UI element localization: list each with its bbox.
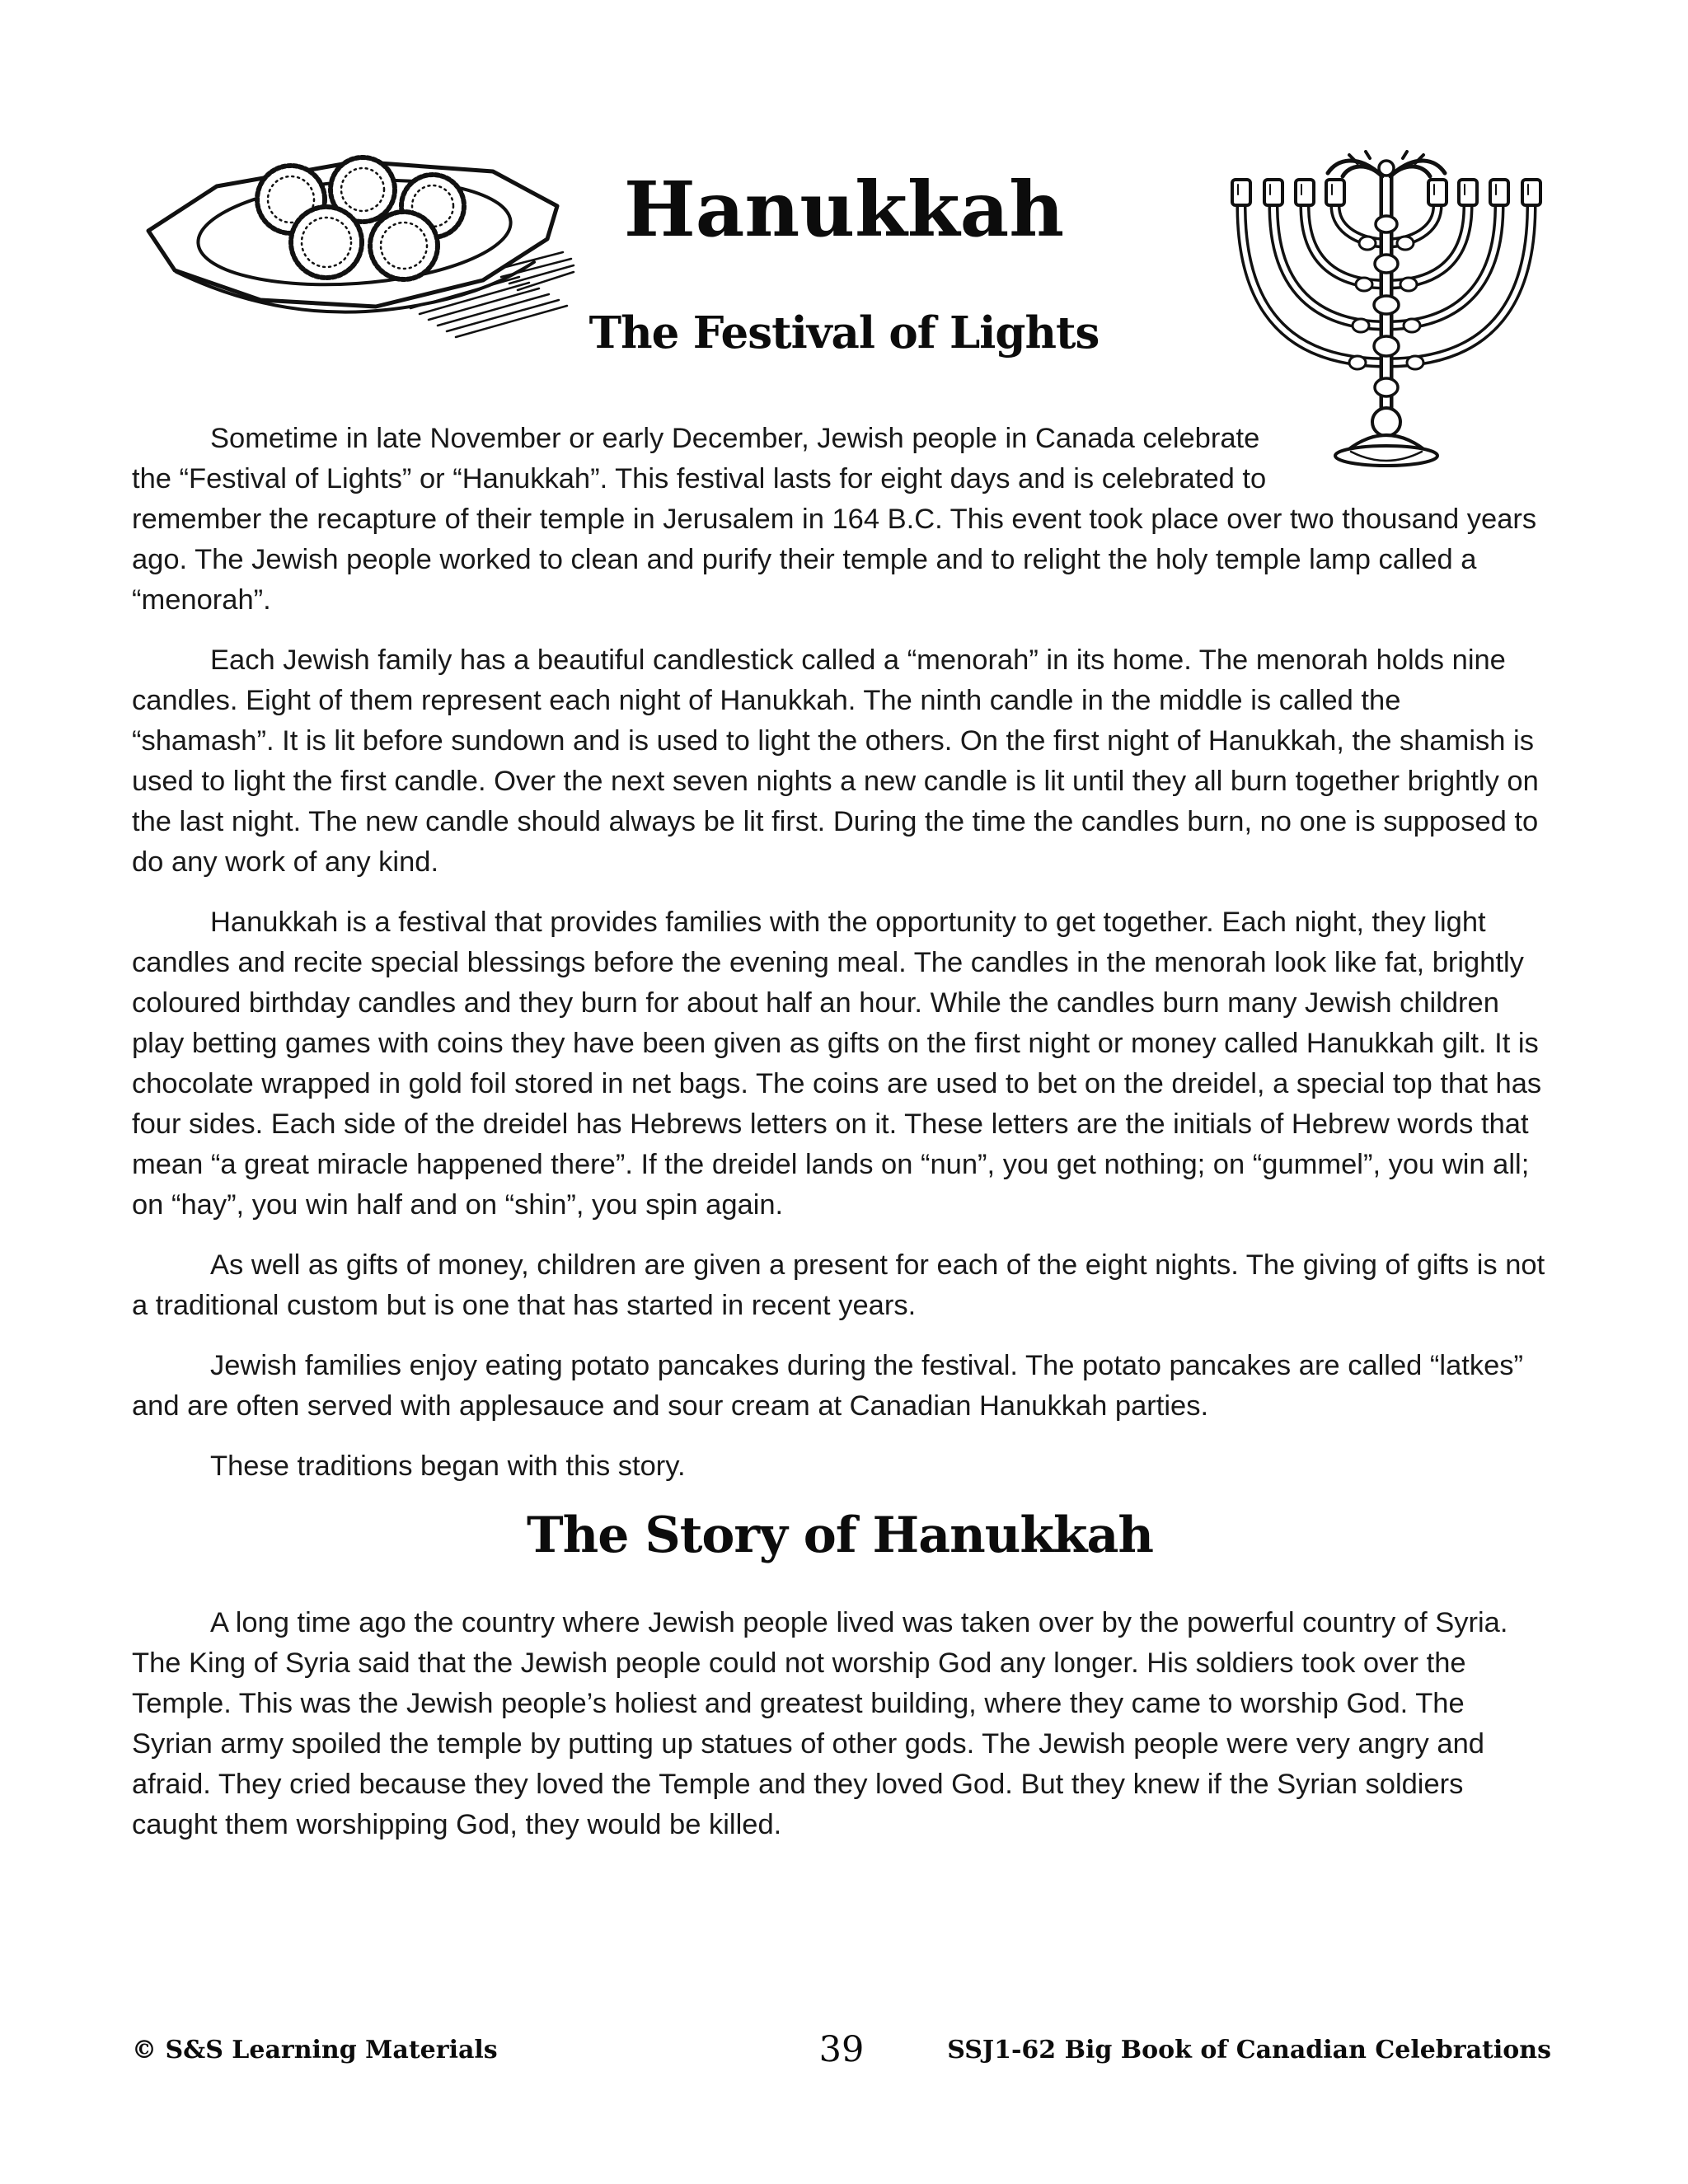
intro-paragraph-2: Each Jewish family has a beautiful candlestick called a “menorah” in its home. The menorah holds nine candles. Eight of them represent each night of Hanukkah. The ninth candle in the middle is called the “shamash”. It is lit before sundown and is used to light the others. On the first night of Hanukkah, the shamish is used to light the first candle. Over the next seven nights a new candle is lit until they all burn together brightly on the last night. The new candle should always be lit first. During the time the candles burn, no one is supposed to do any work of any kind. — [132, 644, 1539, 878]
intro-paragraph-1 — [132, 419, 1548, 621]
story-section-heading: The Story of Hanukkah — [527, 1507, 1153, 1564]
page-subtitle: The Festival of Lights — [588, 307, 1100, 359]
footer-copyright: © S&S Learning Materials — [132, 2036, 498, 2064]
page-title: Hanukkah — [623, 165, 1065, 254]
intro-paragraph-3: Hanukkah is a festival that provides families with the opportunity to get together. Each night, they light candles and recite special blessings before the evening meal. The candles in the menorah look like fat, brightly coloured birthday candles and they burn for about half an hour. While the candles burn many Jewish children play betting games with coins they have been given as gifts on the first night or money called Hanukkah gilt. It is chocolate wrapped in gold foil stored in net bags. The coins are used to bet on the dreidel, a special top that has four sides. Each side of the dreidel has Hebrews letters on it. These letters are the initials of Hebrew words that mean “a great miracle happened there”. If the dreidel lands on “nun”, you get nothing; on “gummel”, you win all; on “hay”, you win half and on “shin”, you spin again. — [132, 907, 1542, 1221]
paragraph-text: Sometime in late November or early December, Jewish people in Canada celebrate the “Festival of Lights” or “Hanukkah”. This festival lasts for eight days and is celebrated to remember the recapture of their temple in Jerusalem in 164 B.C. This event took place over two thousand years ago. The Jewish people worked to clean and purify their temple and to relight the holy temple lamp called a “menorah”. — [132, 423, 1537, 616]
intro-paragraph-5: Jewish families enjoy eating potato pancakes during the festival. The potato pancakes are called “latkes” and are often served with applesauce and sour cream at Canadian Hanukkah parties. — [132, 1350, 1524, 1422]
page-body-text — [132, 419, 1548, 1865]
intro-paragraph-4: As well as gifts of money, children are given a present for each of the eight nights. The giving of gifts is not a traditional custom but is one that has started in recent years. — [132, 1249, 1545, 1321]
intro-paragraph-6: These traditions began with this story. — [210, 1451, 686, 1482]
menorah-text-wrap-spacer — [1288, 419, 1548, 499]
menorah-finial — [1328, 152, 1445, 176]
footer-edition: SSJ1-62 Big Book of Canadian Celebrations — [947, 2036, 1551, 2064]
page-header — [0, 0, 1688, 419]
footer-page-number: 39 — [818, 2029, 865, 2070]
story-paragraph-1: A long time ago the country where Jewish people lived was taken over by the powerful country of Syria. The King of Syria said that the Jewish people could not worship God any longer. His soldiers took over the Temple. This was the Jewish people’s holiest and greatest building, where they came to worship God. The Syrian army spoiled the temple by putting up statues of other gods. The Jewish people were very angry and afraid. They cried because they loved the Temple and they loved God. But they knew if the Syrian soldiers caught them worshipping God, they would be killed. — [132, 1607, 1508, 1840]
